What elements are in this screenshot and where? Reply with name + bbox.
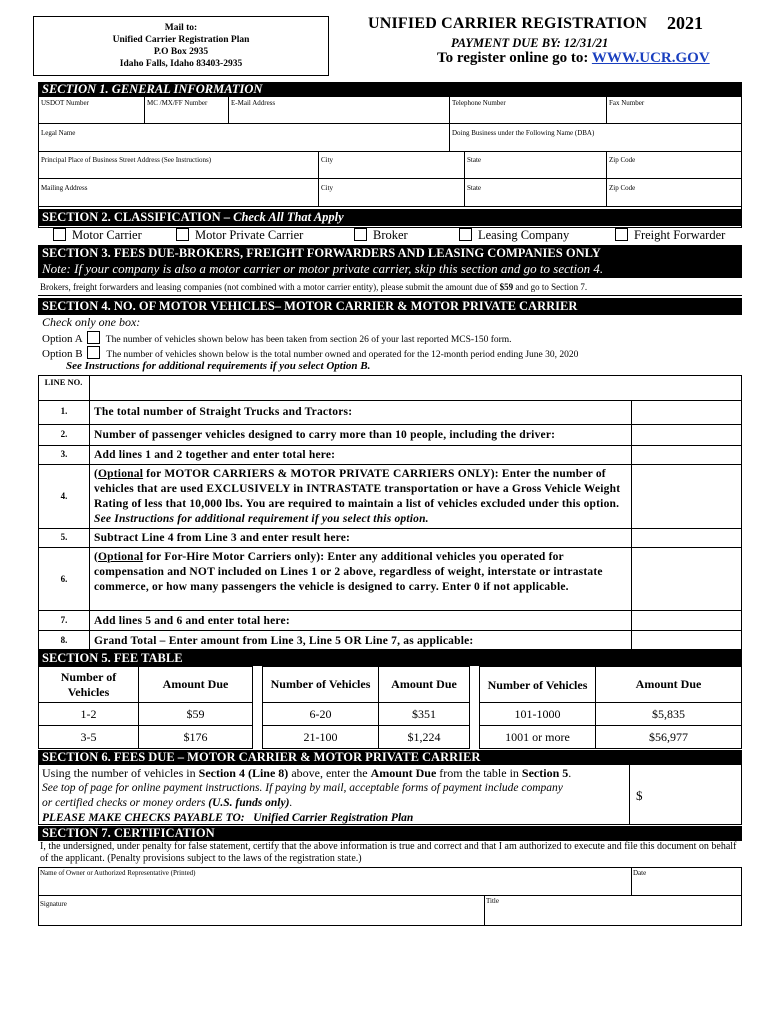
register-text: To register online go to: [437, 50, 589, 66]
checkbox-motor-carrier[interactable] [53, 228, 142, 243]
register-link[interactable]: WWW.UCR.GOV [591, 50, 710, 66]
section5-header: SECTION 5. FEE TABLE [38, 650, 742, 666]
s6-l4b: Unified Carrier Registration Plan [253, 812, 414, 824]
s6-l1b: Section 4 (Line 8) [198, 766, 289, 780]
certification-text: I, the undersigned, under penalty for false statement, certify that the above information is true and correct and that I am authorized to execute and file this document on behalf of the applicant. (Penalty provisions subject to the laws of the registration state.) [40, 841, 737, 864]
option-a-text: The number of vehicles shown below has been taken from section 26 of your last reported MCS-150 form. [105, 335, 512, 345]
line-row-4 [38, 464, 742, 528]
phone-field[interactable] [449, 96, 607, 124]
fee-header-amount: Amount Due [139, 667, 253, 703]
line-number: 2. [60, 429, 68, 439]
option-b-text: The number of vehicles shown below is the total number owned and operated for the 12-month period ending June 30, 2020 [106, 350, 579, 360]
fee-cell: $1,224 [379, 726, 470, 749]
mail-to-name: Unified Carrier Registration Plan [112, 35, 250, 45]
line-no-header: LINE NO. [38, 375, 90, 401]
usdot-label: USDOT Number [41, 99, 89, 107]
email-label: E-Mail Address [231, 99, 276, 107]
mail-to-pobox: P.O Box 2935 [153, 47, 209, 57]
amount-due-input[interactable] [630, 766, 742, 824]
fee-cell: $56,977 [596, 726, 742, 749]
line-row-7 [38, 610, 742, 630]
checkbox-broker[interactable] [354, 228, 408, 243]
fee-cell: 3-5 [39, 726, 139, 749]
s6-l3a: or certified checks or money orders [42, 797, 209, 809]
line-row-8 [38, 630, 742, 650]
fee-table [38, 666, 742, 749]
checkbox-freight-forwarder[interactable] [615, 228, 725, 243]
checkbox-motor-private-carrier[interactable] [176, 228, 303, 243]
fee-cell: $5,835 [596, 703, 742, 726]
fee-cell: 21-100 [263, 726, 379, 749]
line-row-5 [38, 528, 742, 547]
line-6-text: (Optional for For-Hire Motor Carriers only): Enter any additional vehicles you operated for compensation and NOT included on Lines 1 or 2 above, regardless of weight, interstate or intrastate commerce, or how many passengers the vehicle is designed to carry. Enter 0 if not applicable. [94, 551, 603, 593]
fee-spacer [470, 726, 480, 749]
mailing-state-field[interactable] [464, 178, 607, 207]
section6-line2: See top of page for online payment instructions. If paying by mail, acceptable forms of payment include company [42, 782, 563, 794]
zip-label: Zip Code [609, 156, 636, 164]
date-label: Date [633, 869, 647, 877]
legal-name-label: Legal Name [41, 129, 76, 137]
section6-text [42, 766, 627, 826]
motor-carrier-label: Motor Carrier [72, 228, 142, 242]
freight-forwarder-label: Freight Forwarder [634, 228, 726, 242]
line-4-main: for MOTOR CARRIERS & MOTOR PRIVATE CARRIERS ONLY): Enter the number of vehicles that are used EXCLUSIVELY in INTRASTATE transportation or have a Gross Vehicle Weight Rating of less that 10,000 lbs. You are required to maintain a list of vehicles excluded under this option. [94, 468, 621, 510]
email-field[interactable] [228, 96, 450, 124]
dba-label: Doing Business under the Following Name (DBA) [452, 129, 595, 137]
line-7-input[interactable] [632, 611, 742, 630]
line-row-6 [38, 547, 742, 610]
s6-l3b: (U.S. funds only) [208, 797, 290, 809]
line-text: Add lines 1 and 2 together and enter total here: [94, 449, 336, 461]
mc-field[interactable] [144, 96, 229, 124]
legal-name-field[interactable] [38, 123, 450, 152]
section3-amount: $59 [499, 282, 514, 292]
optional-label: Optional [98, 468, 144, 480]
fee-row [39, 726, 742, 749]
s6-l1e: from the table in [436, 766, 522, 780]
title-field[interactable] [484, 896, 742, 926]
mailing-city-label: City [321, 184, 334, 192]
mailing-field[interactable] [38, 178, 319, 207]
section2-header [38, 209, 742, 226]
fee-header-vehicles [480, 667, 596, 703]
option-b-label: Option B [42, 348, 83, 360]
form-title: UNIFIED CARRIER REGISTRATION [368, 15, 648, 32]
form-year: 2021 [667, 13, 703, 33]
mail-to-label: Mail to: [164, 23, 198, 33]
line-text: Number of passenger vehicles designed to carry more than 10 people, including the driver: [94, 429, 556, 441]
register-online [437, 50, 710, 67]
line-number: 7. [60, 615, 68, 625]
line-number: 8. [60, 635, 68, 645]
checkbox-leasing-company[interactable] [459, 228, 569, 243]
divider [38, 295, 742, 296]
option-a[interactable] [42, 331, 512, 345]
mc-label: MC /MX/FF Number [147, 99, 208, 107]
line-text: Subtract Line 4 from Line 3 and enter result here: [94, 532, 351, 544]
section1-header: SECTION 1. GENERAL INFORMATION [38, 82, 742, 96]
line-text: The total number of Straight Trucks and Tractors: [94, 406, 353, 418]
line-number: 5. [60, 532, 68, 542]
title-label: Title [486, 897, 499, 905]
section3-title: SECTION 3. FEES DUE-BROKERS, FREIGHT FORWARDERS AND LEASING COMPANIES ONLY [42, 246, 601, 260]
mail-to-city: Idaho Falls, Idaho 83403-2935 [119, 59, 243, 69]
city-field[interactable] [318, 151, 465, 179]
line-4-text: (Optional for MOTOR CARRIERS & MOTOR PRIVATE CARRIERS ONLY): Enter the number of vehicles that are used EXCLUSIVELY in INTRASTATE transportation or have a Gross Vehicle Weight Rating of less that 10,000 lbs. You are required to maintain a list of vehicles excluded under this option. See Instructions for additional requirement if you select this option. [94, 468, 621, 525]
date-field[interactable] [631, 867, 742, 896]
line-text: Grand Total – Enter amount from Line 3, Line 5 OR Line 7, as applicable: [94, 635, 474, 647]
fee-cell: $59 [139, 703, 253, 726]
fee-cell: $351 [379, 703, 470, 726]
dba-field[interactable] [449, 123, 742, 152]
fee-spacer [470, 667, 480, 703]
s6-l4a: PLEASE MAKE CHECKS PAYABLE TO: [42, 812, 245, 824]
state-label: State [467, 156, 481, 164]
fee-row [39, 703, 742, 726]
broker-label: Broker [373, 228, 408, 242]
section2-note: Check All That Apply [233, 210, 344, 224]
section7-header: SECTION 7. CERTIFICATION [38, 826, 742, 841]
section3-header [38, 245, 742, 278]
section3-text-b: and go to Section 7. [513, 282, 588, 292]
signature-field[interactable] [38, 896, 485, 926]
fee-cell: $176 [139, 726, 253, 749]
line-3-input[interactable] [632, 446, 742, 464]
line-8-input[interactable] [632, 631, 742, 650]
leasing-company-label: Leasing Company [478, 228, 570, 242]
section6-header: SECTION 6. FEES DUE – MOTOR CARRIER & MOTOR PRIVATE CARRIER [38, 750, 742, 765]
fee-header-vehicles-text: Number of Vehicles [487, 677, 588, 692]
city-label: City [321, 156, 334, 164]
section4-header: SECTION 4. NO. OF MOTOR VEHICLES– MOTOR CARRIER & MOTOR PRIVATE CARRIER [38, 298, 742, 315]
line-number: 3. [60, 449, 68, 459]
mailing-city-field[interactable] [318, 178, 465, 207]
mail-to-box [33, 16, 329, 76]
optional-label: Optional [98, 551, 144, 563]
line-4-input[interactable] [632, 465, 742, 528]
fee-header-amount: Amount Due [379, 667, 470, 703]
line-5-input[interactable] [632, 529, 742, 547]
fee-spacer [470, 703, 480, 726]
line-row-1 [38, 400, 742, 424]
mailing-label: Mailing Address [41, 184, 88, 192]
fee-spacer [253, 726, 263, 749]
payment-due: PAYMENT DUE BY: 12/31/21 [451, 36, 609, 50]
option-b[interactable] [42, 346, 578, 360]
section6-line3 [42, 796, 627, 811]
dollar-sign: $ [636, 788, 643, 803]
fee-cell: 1-2 [39, 703, 139, 726]
see-instructions: See Instructions for additional requirements if you select Option B. [66, 360, 371, 372]
section3-note: Note: If your company is also a motor carrier or motor private carrier, skip this section and go to section 4. [42, 261, 604, 276]
line-row-2 [38, 424, 742, 445]
usdot-field[interactable] [38, 96, 145, 124]
phone-label: Telephone Number [452, 99, 506, 107]
name-field[interactable] [38, 867, 632, 896]
fee-spacer [253, 667, 263, 703]
section3-text [40, 282, 587, 292]
mailing-state-label: State [467, 184, 481, 192]
state-field[interactable] [464, 151, 607, 179]
fee-cell: 6-20 [263, 703, 379, 726]
s6-l1f: Section 5 [521, 766, 569, 780]
line-4-italic: See Instructions for additional requirement if you select this option. [94, 513, 429, 525]
motor-private-carrier-label: Motor Private Carrier [195, 228, 304, 242]
line-6-input[interactable] [632, 548, 742, 610]
s6-l3c: . [289, 797, 293, 809]
mailing-zip-field[interactable] [606, 178, 742, 207]
fee-header-vehicles: Number of Vehicles [263, 667, 379, 703]
line-number: 6. [60, 574, 68, 584]
name-label: Name of Owner or Authorized Representative (Printed) [40, 869, 196, 877]
fee-header-vehicles: Number of Vehicles [39, 667, 139, 703]
check-one-label: Check only one box: [42, 315, 141, 329]
signature-label: Signature [40, 900, 67, 908]
street-field[interactable] [38, 151, 319, 179]
section3-text-a: Brokers, freight forwarders and leasing companies (not combined with a motor carrier entity), please submit the amount due of [40, 282, 500, 292]
s6-l1g: . [568, 766, 572, 780]
s6-l1c: above, enter the [288, 766, 371, 780]
s6-l1a: Using the number of vehicles in [42, 766, 199, 780]
section6-line4 [42, 811, 627, 826]
street-label: Principal Place of Business Street Address (See Instructions) [41, 156, 212, 164]
line-number: 1. [60, 406, 68, 416]
zip-field[interactable] [606, 151, 742, 179]
mailing-zip-label: Zip Code [609, 184, 636, 192]
section2-title: SECTION 2. CLASSIFICATION – [42, 210, 234, 224]
fee-cell: 101-1000 [480, 703, 596, 726]
line-2-input[interactable] [632, 425, 742, 445]
line-6-main: for For-Hire Motor Carriers only): Enter any additional vehicles you operated for compensation and NOT included on Lines 1 or 2 above, regardless of weight, interstate or intrastate commerce, or how many passengers the vehicle is designed to carry. Enter 0 if not applicable. [94, 551, 603, 593]
line-text: Add lines 5 and 6 and enter total here: [94, 615, 290, 627]
section6-line1 [42, 766, 627, 781]
fee-spacer [253, 703, 263, 726]
fee-cell: 1001 or more [480, 726, 596, 749]
line-row-3 [38, 445, 742, 464]
option-a-label: Option A [42, 333, 83, 345]
fee-header-amount: Amount Due [596, 667, 742, 703]
fax-field[interactable] [606, 96, 742, 124]
line-number: 4. [60, 491, 68, 501]
s6-l1d: Amount Due [370, 766, 437, 780]
fax-label: Fax Number [609, 99, 645, 107]
line-1-input[interactable] [632, 401, 742, 424]
